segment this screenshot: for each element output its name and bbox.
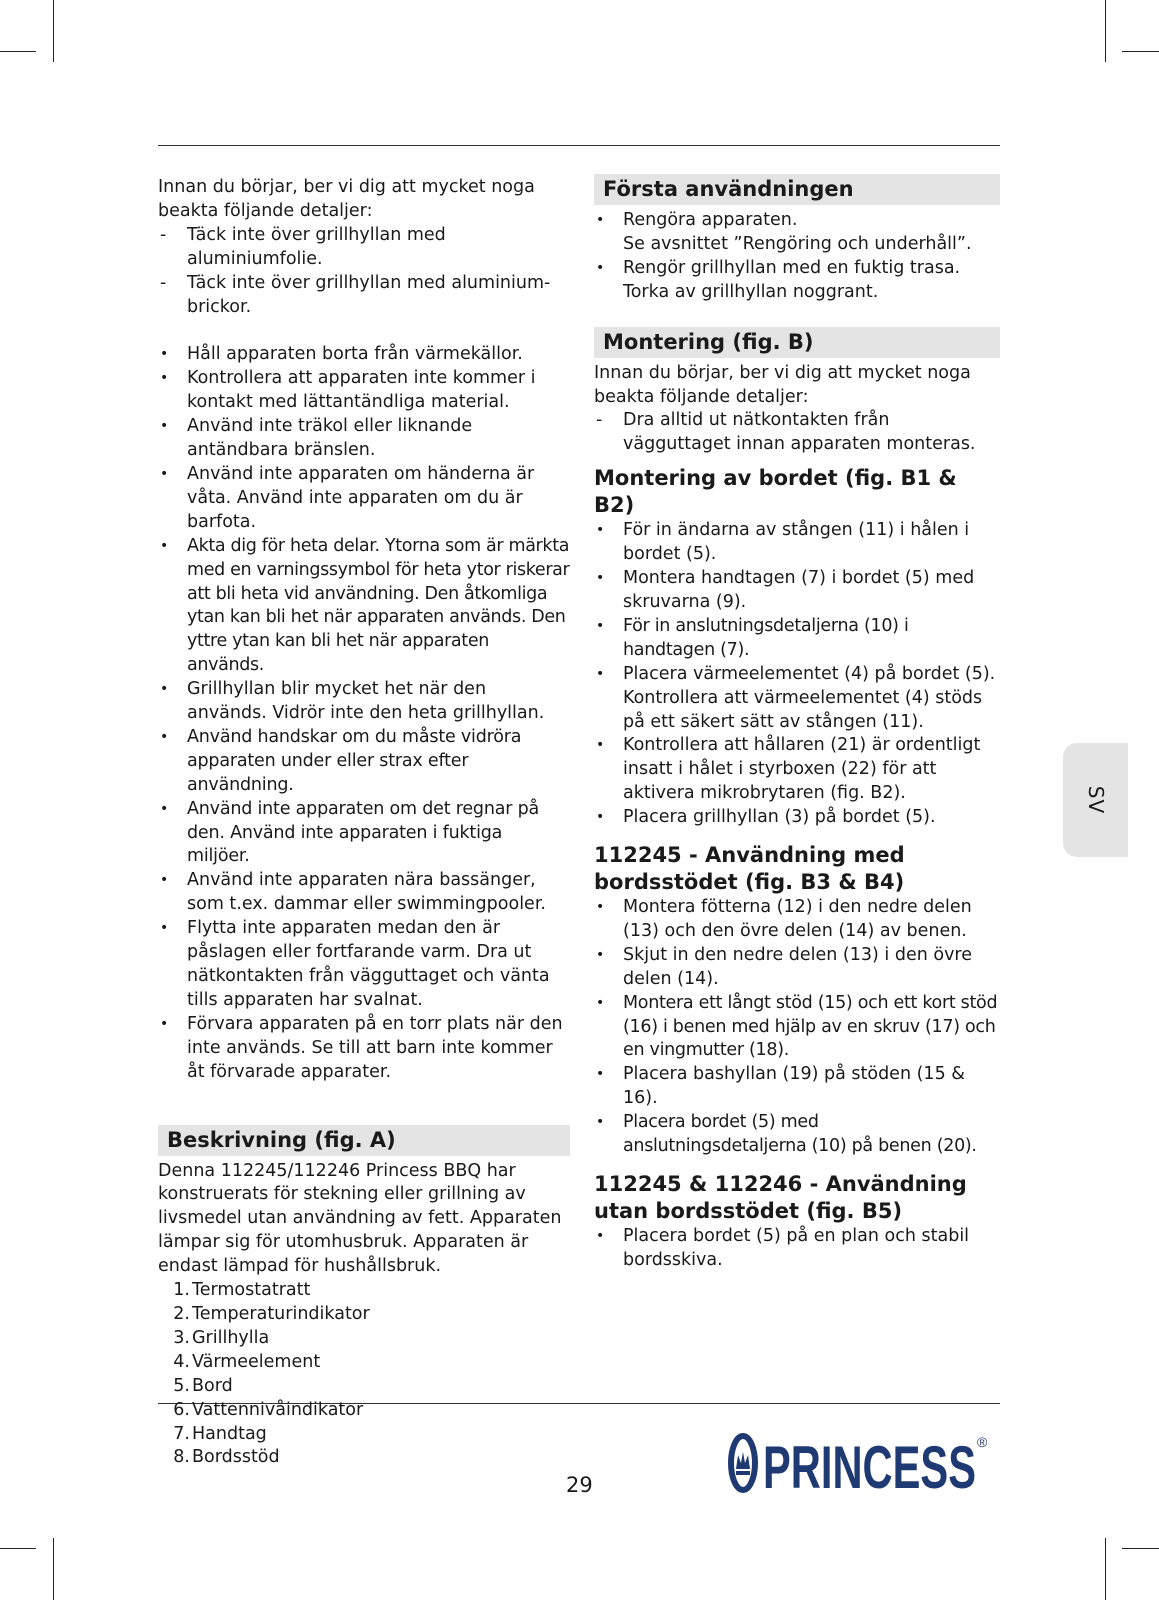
list-item: • Använd inte apparaten om händerna är våta. Använd inte apparaten om du är barfota.: [158, 463, 570, 535]
list-item: • Skjut in den nedre delen (13) i den övre delen (14).: [594, 944, 1000, 992]
crop-mark: [1105, 1538, 1106, 1600]
list-item: 5. Bord: [173, 1375, 233, 1396]
mounting-heading: Montering (fig. B): [594, 327, 1000, 358]
list-item: • Använd inte träkol eller liknande antändbara bränslen.: [158, 415, 570, 463]
stand-heading: 112245 - Användning med bordsstödet (fig. B3 & B4): [594, 843, 905, 895]
list-item: - Täck inte över grillhyllan med aluminiumfolie.: [158, 224, 570, 272]
list-item: • Håll apparaten borta från värmekällor.: [158, 343, 570, 367]
list-item: 6. Vattennivåindikator: [173, 1399, 364, 1420]
crop-mark: [53, 0, 54, 62]
mounting-warning-list: [594, 409, 1000, 457]
brand-name: PRINCESS: [763, 1434, 976, 1499]
list-item: • Förvara apparaten på en torr plats när den inte används. Se till att barn inte kommer åt förvarade apparater.: [158, 1013, 570, 1085]
right-column: [594, 174, 1000, 1273]
crown-emblem-icon: [731, 1436, 755, 1490]
first-use-heading: Första användningen: [594, 174, 1000, 205]
list-item: - Dra alltid ut nätkontakten från vägguttaget innan apparaten monteras.: [594, 409, 1000, 457]
description-heading: Beskrivning (fig. A): [158, 1125, 570, 1156]
list-item: • Placera grillhyllan (3) på bordet (5).: [594, 806, 1000, 830]
no-stand-list: [594, 1225, 1000, 1273]
list-item: • Placera bordet (5) på en plan och stabil bordsskiva.: [594, 1225, 1000, 1273]
list-item: • Använd handskar om du måste vidröra apparaten under eller strax efter användning.: [158, 726, 570, 798]
list-item: • Montera ett långt stöd (15) och ett kort stöd (16) i benen med hjälp av en skruv (17) och en vingmutter (18).: [594, 992, 1000, 1064]
list-item: 2. Temperaturindikator: [173, 1303, 370, 1324]
top-rule: [158, 145, 1000, 146]
list-item: • Använd inte apparaten om det regnar på den. Använd inte apparaten i fuktiga miljöer.: [158, 798, 570, 870]
list-item: 1. Termostatratt: [173, 1280, 311, 1301]
crop-mark: [1122, 51, 1159, 52]
list-item: • Använd inte apparaten nära bassänger, som t.ex. dammar eller swimmingpooler.: [158, 869, 570, 917]
page-number: 29: [566, 1473, 593, 1497]
table-mount-list: [594, 519, 1000, 830]
list-item: 7. Handtag: [173, 1423, 267, 1444]
left-column: [158, 176, 570, 1470]
list-item: • För in ändarna av stången (11) i hålen i bordet (5).: [594, 519, 1000, 567]
foil-warning-list: [158, 224, 570, 320]
list-item: 8. Bordsstöd: [173, 1447, 280, 1468]
princess-logo: [726, 1425, 1001, 1499]
list-item: • Kontrollera att hållaren (21) är ordentligt insatt i hålet i styrboxen (22) för att aktivera mikrobrytaren (fig. B2).: [594, 734, 1000, 806]
crop-mark: [53, 1538, 54, 1600]
list-item: • Placera bashyllan (19) på stöden (15 & 16).: [594, 1063, 1000, 1111]
list-item: • Rengöra apparaten. Se avsnittet ”Rengöring och underhåll”.: [594, 209, 1000, 257]
safety-bullet-list: [158, 343, 570, 1084]
stand-list: [594, 896, 1000, 1159]
list-item: • Akta dig för heta delar. Ytorna som är märkta med en varningssymbol för heta ytor riskerar att bli heta vid användning. Den åtkomliga ytan kan bli het när apparaten används. Den yttre ytan kan bli het när apparaten används.: [158, 535, 570, 678]
list-item: - Täck inte över grillhyllan med aluminium-brickor.: [158, 272, 570, 320]
crop-mark: [0, 1548, 36, 1549]
list-item: 3. Grillhylla: [173, 1327, 270, 1348]
registered-mark: ®: [977, 1434, 988, 1450]
crop-mark: [1105, 0, 1106, 62]
list-item: • Flytta inte apparaten medan den är påslagen eller fortfarande varm. Dra ut nätkontakten från vägguttaget och vänta tills apparaten har svalnat.: [158, 917, 570, 1013]
list-item: • Kontrollera att apparaten inte kommer i kontakt med lättantändliga material.: [158, 367, 570, 415]
first-use-list: [594, 209, 1000, 305]
list-item: • Placera bordet (5) med anslutningsdetaljerna (10) på benen (20).: [594, 1111, 1000, 1159]
list-item: 4. Värmeelement: [173, 1351, 321, 1372]
list-item: • Montera handtagen (7) i bordet (5) med skruvarna (9).: [594, 567, 1000, 615]
no-stand-heading: 112245 & 112246 - Användning utan bordsstödet (fig. B5): [594, 1172, 967, 1223]
parts-list: [158, 1279, 570, 1470]
language-label: SV: [1083, 785, 1108, 815]
list-item: • För in anslutningsdetaljerna (10) i handtagen (7).: [594, 615, 1000, 663]
language-tab: [1063, 743, 1128, 857]
list-item: • Placera värmeelementet (4) på bordet (5). Kontrollera att värmeelementet (4) stöds på ett säkert sätt av stången (11).: [594, 663, 1000, 735]
list-item: • Rengör grillhyllan med en fuktig trasa. Torka av grillhyllan noggrant.: [594, 257, 1000, 305]
list-item: • Montera fötterna (12) i den nedre delen (13) och den övre delen (14) av benen.: [594, 896, 1000, 944]
mounting-intro: Innan du börjar, ber vi dig att mycket noga beakta följande detaljer:: [594, 362, 971, 407]
description-text: Denna 112245/112246 Princess BBQ har konstruerats för stekning eller grillning av livsmedel utan användning av fett. Apparaten lämpar sig för utomhusbruk. Apparaten är endast lämpad för hushållsbruk.: [158, 1160, 562, 1277]
crop-mark: [1122, 1548, 1159, 1549]
safety-intro: Innan du börjar, ber vi dig att mycket noga beakta följande detaljer:: [158, 177, 535, 221]
table-mount-heading: Montering av bordet (fig. B1 & B2): [594, 466, 957, 518]
list-item: • Grillhyllan blir mycket het när den används. Vidrör inte den heta grillhyllan.: [158, 678, 570, 726]
crop-mark: [0, 51, 36, 52]
